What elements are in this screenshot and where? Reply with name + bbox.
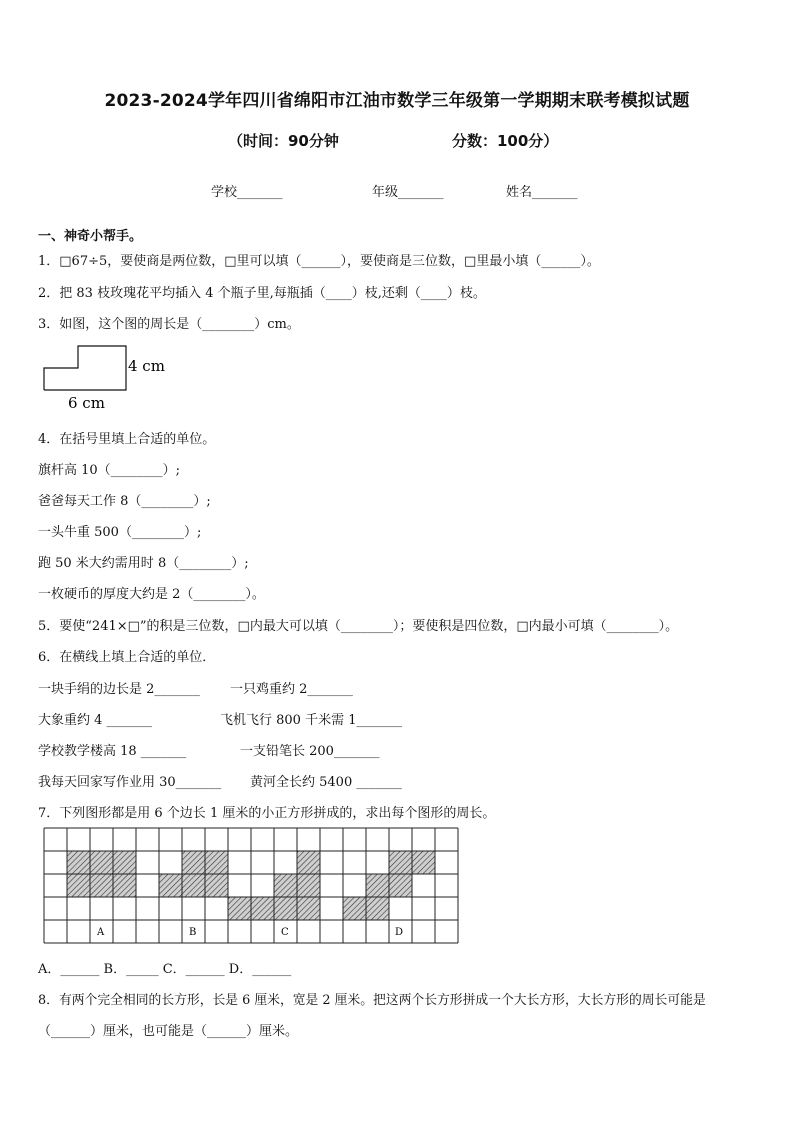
shaded-square [297,851,320,874]
q4-item: 旗杆高 10（________）; [38,463,181,478]
shaded-square [412,851,435,874]
exam-time: （时间：90分钟 [228,132,339,150]
question-5: 5．要使“241×□”的积是三位数，□内最大可以填（________）；要使积是四位数，□内最小可填（________）。 [38,619,679,634]
shaded-square [182,851,205,874]
grade-field: 年级_______ [372,185,444,200]
q3-figure [40,340,180,410]
shaded-square [90,874,113,897]
q4-item: 跑 50 米大约需用时 8（________）; [38,556,249,571]
shape-label-a: A [97,927,105,938]
q3-height-label: 4 cm [128,357,165,375]
shaded-square [389,851,412,874]
q6-item: 飞机飞行 800 千米需 1_______ [220,713,402,728]
q6-item: 我每天回家写作业用 30_______ [38,775,222,790]
shaded-square [205,851,228,874]
q3-width-label: 6 cm [68,394,105,412]
shaded-square [274,897,297,920]
question-8-line1: 8．有两个完全相同的长方形，长是 6 厘米，宽是 2 厘米。把这两个长方形拼成一个大长方形，大长方形的周长可能是 [38,993,706,1008]
q6-item: 学校教学楼高 18 _______ [38,744,187,759]
q6-item: 一只鸡重约 2_______ [230,682,353,697]
shaded-square [389,874,412,897]
question-6: 6．在横线上填上合适的单位． [38,650,216,665]
q7-answers: A．______ B．_____ C．______ D．______ [38,962,292,977]
shaded-square [205,874,228,897]
q6-item: 一块手绢的边长是 2_______ [38,682,200,697]
shaded-square [297,897,320,920]
shaded-square [113,874,136,897]
shaded-square [90,851,113,874]
school-field: 学校_______ [211,185,283,200]
shaded-square [366,874,389,897]
shaded-square [228,897,251,920]
shaded-square [297,874,320,897]
shaded-square [274,874,297,897]
question-4: 4．在括号里填上合适的单位。 [38,432,216,447]
question-8-line2: （______）厘米，也可能是（______）厘米。 [38,1024,299,1039]
question-7: 7．下列图形都是用 6 个边长 1 厘米的小正方形拼成的，求出每个图形的周长。 [38,806,496,821]
shaded-square [159,874,182,897]
shape-label-d: D [395,927,404,938]
shaded-square [343,897,366,920]
page-title: 2023-2024学年四川省绵阳市江油市数学三年级第一学期期末联考模拟试题 [104,91,690,111]
q6-item: 大象重约 4 _______ [38,713,153,728]
q6-item: 一支铅笔长 200_______ [240,744,380,759]
exam-score: 分数：100分） [452,132,559,150]
section-heading: 一、神奇小帮手。 [38,229,143,244]
name-field: 姓名_______ [506,185,578,200]
shaded-square [251,897,274,920]
q6-item: 黄河全长约 5400 _______ [250,775,402,790]
shaded-square [113,851,136,874]
q4-item: 一头牛重 500（________）; [38,525,202,540]
shape-label-c: C [281,927,289,938]
shaded-square [366,897,389,920]
q4-item: 爸爸每天工作 8（________）; [38,494,211,509]
shape-label-b: B [189,927,197,938]
question-2: 2．把 83 枝玫瑰花平均插入 4 个瓶子里,每瓶插（____）枝,还剩（____）枝。 [38,286,486,301]
shaded-square [67,851,90,874]
shaded-square [67,874,90,897]
q4-item: 一枚硬币的厚度大约是 2（________）。 [38,587,265,602]
question-1: 1．□67÷5，要使商是两位数，□里可以填（______），要使商是三位数，□里最小填（______）。 [38,254,600,269]
q7-grid-figure [44,828,464,948]
question-3: 3．如图，这个图的周长是（________）cm。 [38,317,300,332]
shaded-square [182,874,205,897]
